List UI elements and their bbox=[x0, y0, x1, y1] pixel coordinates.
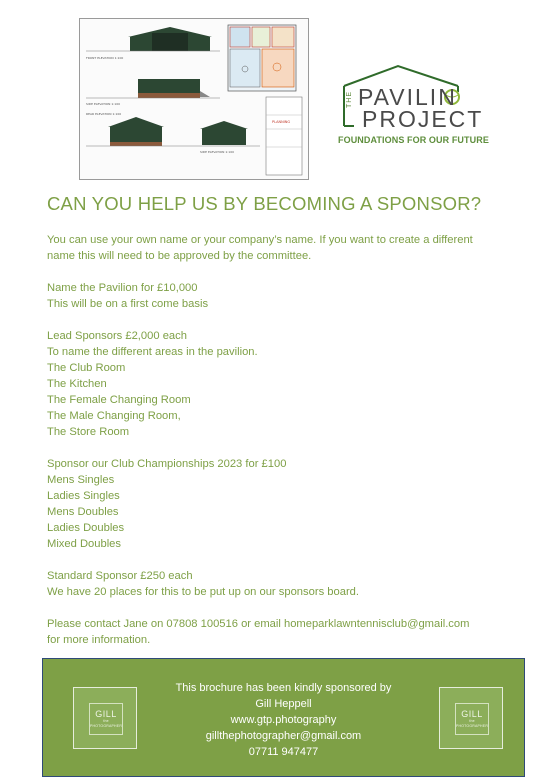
intro-line: name this will need to be approved by the committee. bbox=[47, 250, 312, 262]
logo-tagline: FOUNDATIONS FOR OUR FUTURE bbox=[338, 135, 489, 145]
footer-website: www.gtp.photography bbox=[230, 714, 337, 726]
standard-line: Standard Sponsor £250 each bbox=[47, 570, 193, 582]
sponsor-footer bbox=[42, 658, 525, 777]
plan-drawing bbox=[80, 19, 308, 179]
badge-main-text: GILL bbox=[95, 708, 117, 719]
svg-text:PLANNING: PLANNING bbox=[272, 120, 291, 124]
lead-area: The Male Changing Room, bbox=[47, 410, 181, 422]
svg-text:SIDE ELEVATION 1:100: SIDE ELEVATION 1:100 bbox=[200, 150, 235, 154]
logo-word-project: PROJECT bbox=[362, 106, 484, 132]
intro-line: You can use your own name or your company’s name. If you want to create a different bbox=[47, 234, 473, 246]
badge-small-text: the bbox=[103, 718, 109, 723]
svg-text:REAR ELEVATION 1:100: REAR ELEVATION 1:100 bbox=[86, 112, 122, 116]
lead-area: The Store Room bbox=[47, 426, 130, 438]
footer-name: Gill Heppell bbox=[255, 698, 312, 710]
lead-line: Lead Sponsors £2,000 each bbox=[47, 330, 187, 342]
championship-event: Mixed Doubles bbox=[47, 538, 121, 550]
championship-event: Ladies Singles bbox=[47, 490, 120, 502]
lead-area: The Club Room bbox=[47, 362, 126, 374]
footer-sponsored-line: This brochure has been kindly sponsored by bbox=[175, 682, 392, 694]
badge-small-text: the bbox=[469, 718, 475, 723]
pavilion-line: Name the Pavilion for £10,000 bbox=[47, 282, 198, 294]
logo-word-pavilion: PAVILI bbox=[358, 84, 439, 110]
lead-line: To name the different areas in the pavilion. bbox=[47, 346, 258, 358]
logo-word-pavilion-tail: N bbox=[438, 84, 457, 110]
svg-text:FRONT ELEVATION 1:100: FRONT ELEVATION 1:100 bbox=[86, 56, 124, 60]
footer-email: gillthephotographer@gmail.com bbox=[205, 730, 362, 742]
lead-area: The Female Changing Room bbox=[47, 394, 191, 406]
championship-event: Ladies Doubles bbox=[47, 522, 125, 534]
contact-line: Please contact Jane on 07808 100516 or email homeparklawntennisclub@gmail.com bbox=[47, 618, 470, 630]
championship-event: Mens Singles bbox=[47, 474, 115, 486]
architectural-plan-image bbox=[79, 18, 309, 180]
sponsor-details bbox=[47, 232, 527, 648]
pavilion-line: This will be on a first come basis bbox=[47, 298, 209, 310]
contact-line: for more information. bbox=[47, 634, 151, 646]
photographer-logo-badge bbox=[439, 687, 503, 749]
svg-text:SIDE ELEVATION 1:100: SIDE ELEVATION 1:100 bbox=[86, 102, 121, 106]
page-title: CAN YOU HELP US BY BECOMING A SPONSOR? bbox=[47, 193, 482, 214]
championship-event: Mens Doubles bbox=[47, 506, 119, 518]
badge-sub-text: PHOTOGRAPHER bbox=[89, 723, 123, 728]
championship-line: Sponsor our Club Championships 2023 for £100 bbox=[47, 458, 287, 470]
logo-wordmark bbox=[358, 86, 483, 130]
footer-phone: 07711 947477 bbox=[248, 746, 319, 758]
logo-the-label: THE bbox=[346, 91, 353, 108]
badge-main-text: GILL bbox=[461, 708, 483, 719]
badge-sub-text: PHOTOGRAPHER bbox=[455, 723, 489, 728]
lead-area: The Kitchen bbox=[47, 378, 107, 390]
standard-line: We have 20 places for this to be put up on our sponsors board. bbox=[47, 586, 359, 598]
